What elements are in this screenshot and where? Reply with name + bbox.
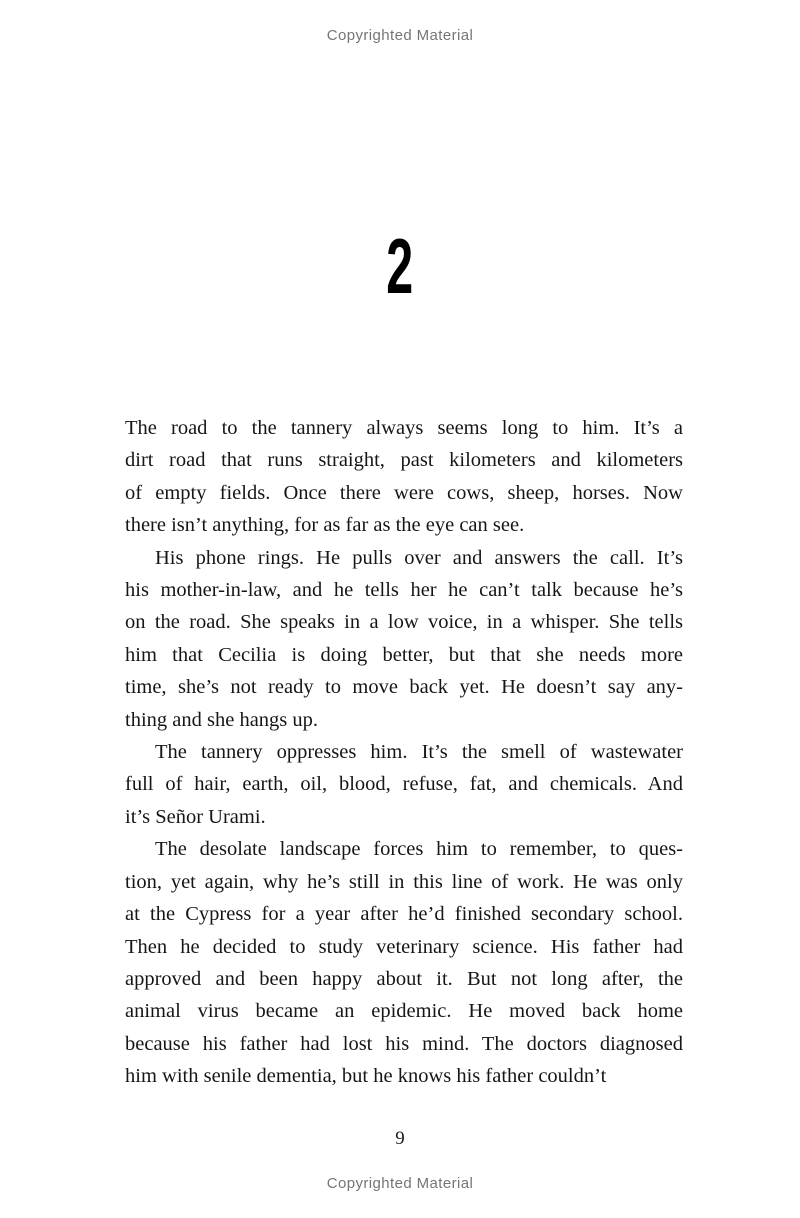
text-line: Then he decided to study veterinary science. His father had [125, 935, 683, 958]
paragraph [125, 736, 683, 833]
text-line: at the Cypress for a year after he’d finished secondary school. [125, 903, 683, 926]
chapter-heading [0, 222, 800, 310]
copyright-notice-top: Copyrighted Material [326, 27, 474, 44]
text-line: it’s Señor Urami. [125, 805, 266, 828]
text-line: The tannery oppresses him. It’s the smell of wastewater [155, 741, 683, 764]
text-line: dirt road that runs straight, past kilometers and kilometers [125, 449, 683, 472]
page-number: 9 [395, 1128, 405, 1149]
text-line: his mother-in-law, and he tells her he can’t talk because he’s [125, 579, 683, 602]
paragraph [125, 833, 683, 1092]
text-line: The road to the tannery always seems long to him. It’s a [125, 417, 683, 439]
copyright-notice-bottom: Copyrighted Material [326, 1175, 474, 1192]
text-line: there isn’t anything, for as far as the eye can see. [125, 514, 525, 537]
text-line: of empty fields. Once there were cows, sheep, horses. Now [125, 481, 683, 504]
body-text [125, 412, 683, 1093]
text-line: him that Cecilia is doing better, but that she needs more [125, 643, 683, 666]
chapter-number: 2 [386, 222, 414, 310]
text-line: on the road. She speaks in a low voice, in a whisper. She tells [125, 611, 683, 634]
paragraph [125, 542, 683, 736]
text-line: His phone rings. He pulls over and answers the call. It’s [155, 546, 683, 569]
text-line: approved and been happy about it. But not long after, the [125, 967, 683, 990]
text-line: thing and she hangs up. [125, 708, 319, 731]
text-line: full of hair, earth, oil, blood, refuse, fat, and chemicals. And [125, 773, 683, 796]
text-line: tion, yet again, why he’s still in this line of work. He was only [125, 870, 683, 893]
text-line: because his father had lost his mind. The doctors diagnosed [125, 1032, 683, 1055]
text-line: time, she’s not ready to move back yet. He doesn’t say any- [125, 676, 683, 699]
text-line: animal virus became an epidemic. He moved back home [125, 1000, 683, 1023]
paragraph [125, 412, 683, 542]
text-line: The desolate landscape forces him to remember, to ques- [155, 838, 683, 861]
text-line: him with senile dementia, but he knows his father couldn’t [125, 1065, 607, 1088]
